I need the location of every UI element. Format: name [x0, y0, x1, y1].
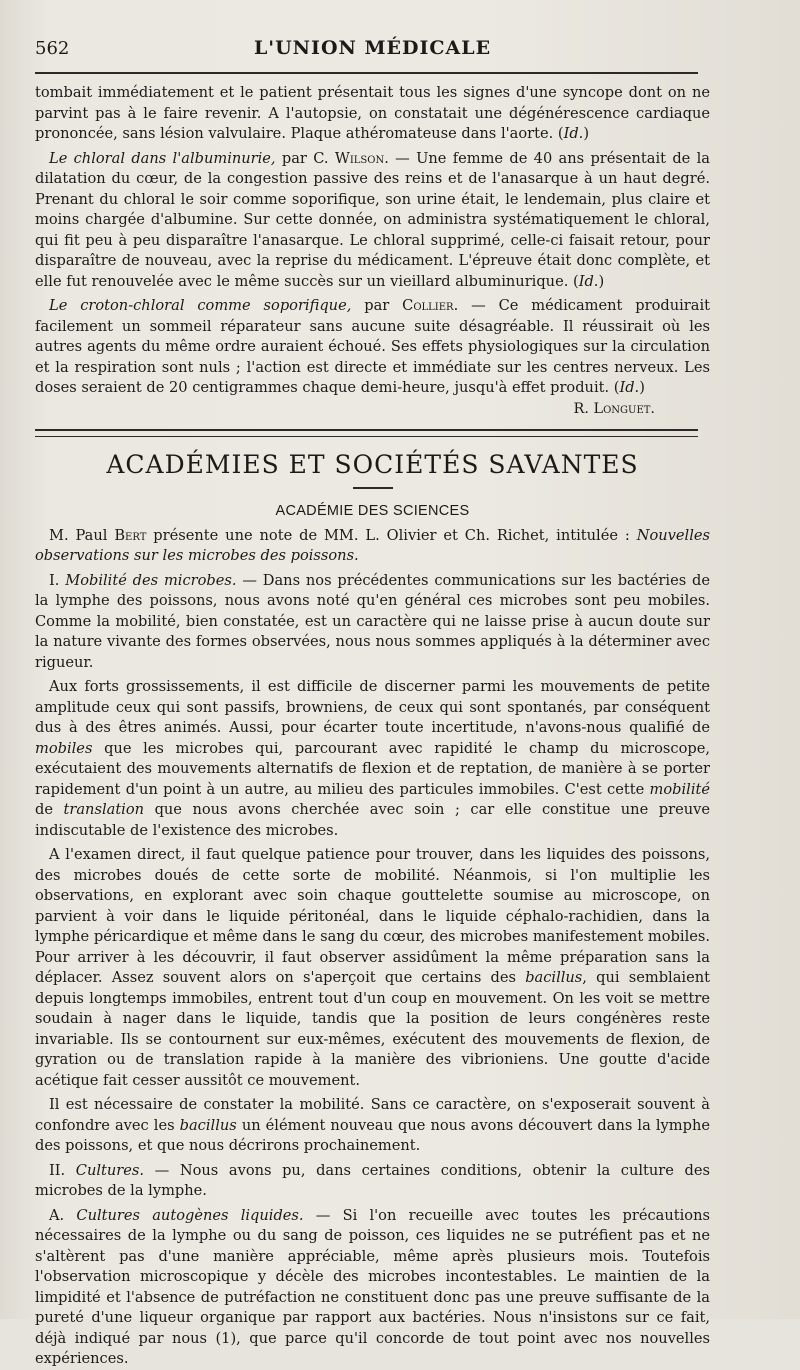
author-wilson: Wilson	[334, 149, 385, 167]
section-title: ACADÉMIES ET SOCIÉTÉS SAVANTES	[106, 450, 639, 479]
grossissements-paragraph: Aux forts grossissements, il est difficile de discerner parmi les mouvements de petite amplitude ceux qui sont passifs, browniens, de ceux qui sont spontanés, par conséquent dus à des êtres animés. Aussi, pour écarter toute incertitude, n'avons-nous qualifié de mobiles que les microbes qui, parcourant avec rapidité le champ du microscope, exécutaient des mouvements alternatifs de flexion et de reptation, de manière à se porter rapidement d'un point à un autre, au milieu des particules immobiles. C'est cette mobilité de translation que nous avons cherchée avec soin ; car elle constitue une preuve indiscutable de l'existence des microbes.	[35, 678, 710, 839]
page-header	[35, 34, 710, 64]
mobilite-heading: Mobilité des microbes.	[65, 571, 237, 589]
article-body	[35, 83, 710, 1370]
chloral-albuminurie-paragraph: Le chloral dans l'albuminurie, par C. Wilson. — Une femme de 40 ans présentait de la dilatation du cœur, de la congestion passive des reins et de l'anasarque à un haut degré. Prenant du chloral le soir comme soporifique, son urine était, le lendemain, plus claire et moins chargée d'albumine. Sur cette donnée, on administra systématiquement le chloral, qui fit peu à peu disparaître l'anasarque. Le chloral supprimé, celle-ci faisait retour, pour disparaître de nouveau, avec la reprise du médicament. L'épreuve était donc complète, et elle fut renouvelée avec le même succès sur un vieillard albuminurique. (Id.)	[35, 149, 710, 290]
cultures-paragraph: II. Cultures. — Nous avons pu, dans certaines conditions, obtenir la culture des microbes de la lymphe.	[35, 1161, 710, 1199]
author-bert: Bert	[114, 526, 147, 544]
mobilite-paragraph: I. Mobilité des microbes. — Dans nos précédentes communications sur les bactéries de la lymphe des poissons, nous avons noté qu'en général ces microbes sont peu mobiles. Comme la mobilité, bien constatée, est un caractère qui ne laisse prise à aucun doute sur la nature vivante des formes observées, nous nous sommes appliqués à la déterminer avec rigueur.	[35, 571, 711, 671]
signature: R. Longuet.	[573, 400, 655, 417]
constater-mobilite-paragraph: Il est nécessaire de constater la mobilité. Sans ce caractère, on s'exposerait souvent à confondre avec les bacillus un élément nouveau que nous avons découvert dans la lymphe des poissons, et que nous décrirons prochainement.	[35, 1096, 710, 1154]
section-divider	[35, 429, 698, 437]
cultures-autogenes-paragraph: A. Cultures autogènes liquides. — Si l'on recueille avec toutes les précautions nécessaires de la lymphe ou du sang de poisson, ces liquides ne se putréfient pas et ne s'altèrent pas d'une manière appréciable, même après plusieurs mois. Toutefois l'observation microscopique y décèle des microbes incontestables. Le maintien de la limpidité et l'absence de putréfaction ne constituent donc pas une preuve suffisante de la pureté d'une liqueur organique par rapport aux bactéries. Nous n'insistons sur ce fait, déjà indiqué par nous (1), que parce qu'il concorde de tout point avec nos nouvelles expériences.	[35, 1206, 710, 1367]
chloral-title: Le chloral dans l'albuminurie,	[49, 149, 276, 167]
subsection-title: ACADÉMIE DES SCIENCES	[275, 503, 470, 519]
continuation-paragraph: tombait immédiatement et le patient présentait tous les signes d'une syncope dont on ne parvint pas à le faire revenir. A l'autopsie, on constatait une dégénérescence cardiaque prononcée, sans lésion valvulaire. Plaque athéromateuse dans l'aorte. (Id.)	[35, 84, 710, 142]
cultures-autogenes-heading: Cultures autogènes liquides.	[76, 1206, 304, 1224]
croton-chloral-paragraph: Le croton-chloral comme soporifique, par Collier. — Ce médicament produirait facilement un sommeil réparateur sans aucune suite désagréable. Il réussirait où les autres agents du même ordre auraient échoué. Ses effets physiologiques sur la circulation et la respiration sont nuls ; l'action est directe et immédiate sur les centres nerveux. Les doses seraient de 20 centigrammes chaque demi-heure, jusqu'à effet produit. (Id.)	[35, 297, 710, 396]
bert-note-paragraph: M. Paul Bert présente une note de MM. L. Olivier et Ch. Richet, intitulée : Nouvelles observations sur les microbes des poissons.	[35, 526, 710, 564]
title-underline	[353, 487, 393, 489]
examen-direct-paragraph: A l'examen direct, il faut quelque patience pour trouver, dans les liquides des poissons, des microbes doués de cette sorte de mobilité. Néanmois, si l'on multiplie les observations, en explorant avec soin chaque gouttelette soumise au microscope, on parvient à voir dans le liquide péritonéal, dans le liquide céphalo-rachidien, dans la lymphe péricardique et même dans le sang du cœur, des microbes manifestement mobiles. Pour arriver à les découvrir, il faut observer assidûment la même préparation sans la déplacer. Assez souvent alors on s'aperçoit que certains des bacillus, qui semblaient depuis longtemps immobiles, entrent tout d'un coup en mouvement. On les voit se mettre soudain à nager dans le liquide, tandis que la position de leurs congénères reste invariable. Ils se contournent sur eux-mêmes, exécutent des mouvements de flexion, de gyration ou de translation rapide à la manière des vibrioniens. Une goutte d'acide acétique fait cesser aussitôt ce mouvement.	[35, 846, 710, 1089]
header-rule	[35, 72, 698, 74]
cultures-heading: Cultures.	[75, 1161, 145, 1179]
croton-title: Le croton-chloral comme soporifique,	[49, 297, 352, 314]
note-title: Nouvelles observations sur les microbes des poissons.	[35, 526, 710, 564]
author-collier: Collier	[402, 297, 454, 314]
journal-title: L'UNION MÉDICALE	[253, 37, 492, 59]
page-number: 562	[35, 38, 70, 59]
